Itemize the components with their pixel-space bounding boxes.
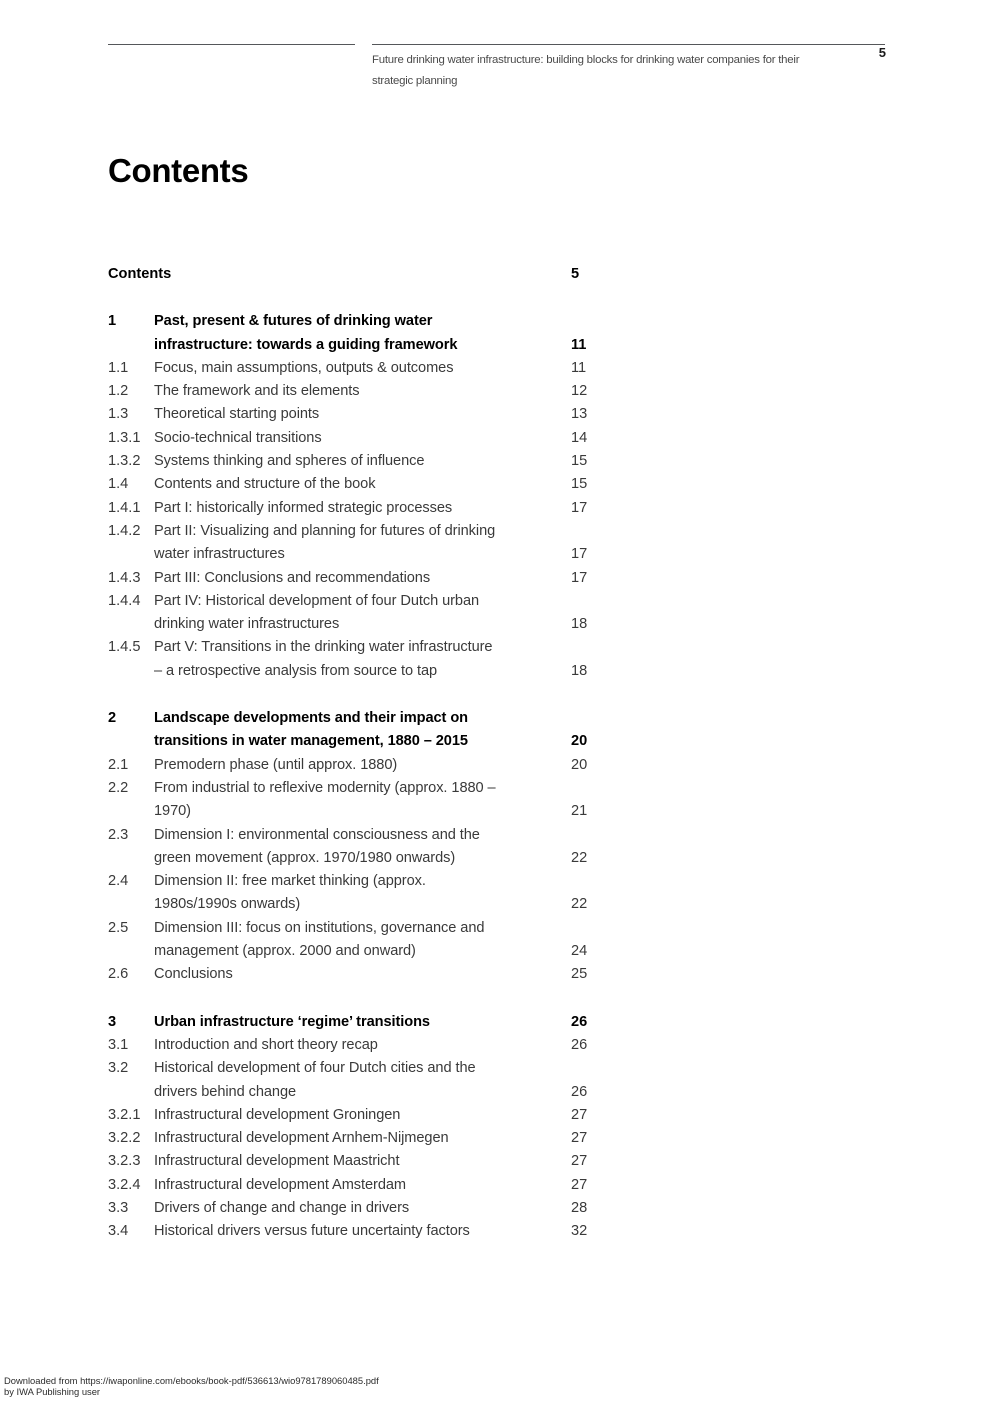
toc-entry-number: 2.1 <box>108 756 129 773</box>
toc-entry-label-line: Conclusions <box>154 966 233 983</box>
toc-entry[interactable] <box>108 1057 628 1104</box>
header-rule-left <box>108 44 355 45</box>
toc-entry-label <box>154 870 571 917</box>
header-rule-right <box>372 44 885 45</box>
toc-entry[interactable] <box>108 450 628 473</box>
toc-entry-page-number: 18 <box>571 616 588 633</box>
toc-entry-label-line: Introduction and short theory recap <box>154 1036 378 1053</box>
toc-entry[interactable] <box>108 917 628 964</box>
toc-entry-page-number: 14 <box>571 429 588 446</box>
toc-entry-label-line: Premodern phase (until approx. 1880) <box>154 756 398 773</box>
toc-entry-page-number: 26 <box>571 1013 588 1030</box>
toc-entry-number: 3.2.4 <box>108 1176 141 1193</box>
toc-entry[interactable] <box>108 707 628 754</box>
toc-entry-label <box>154 754 571 777</box>
toc-entry-page-number: 20 <box>571 733 588 750</box>
toc-group <box>108 310 628 683</box>
toc-entry-page-number: 12 <box>571 383 588 400</box>
toc-entry[interactable] <box>108 263 628 286</box>
toc-group-spacer <box>108 286 628 310</box>
toc-entry-page-number: 27 <box>571 1106 588 1123</box>
toc-entry-label-line: 1970) <box>154 803 191 820</box>
toc-entry-number: 3.2 <box>108 1060 129 1077</box>
toc-entry-label-line: Part IV: Historical development of four Dutch urban <box>154 592 480 609</box>
toc-entry-label-line: Historical development of four Dutch cities and the <box>154 1060 476 1077</box>
toc-entry[interactable] <box>108 473 628 496</box>
toc-entry-page-number: 18 <box>571 662 588 679</box>
toc-entry-label-line: Part V: Transitions in the drinking water infrastructure <box>154 639 493 656</box>
toc-entry-label-line: Urban infrastructure ‘regime’ transitions <box>154 1013 430 1030</box>
toc-entry-page-number: 27 <box>571 1130 588 1147</box>
toc-entry[interactable] <box>108 520 628 567</box>
toc-entry[interactable] <box>108 636 628 683</box>
toc-entry-number: 1 <box>108 313 117 330</box>
toc-entry-label-line: Part III: Conclusions and recommendations <box>154 569 431 586</box>
toc-entry-label-line: Historical drivers versus future uncertainty factors <box>154 1223 470 1240</box>
toc-entry-number: 3.1 <box>108 1036 129 1053</box>
toc-entry-label <box>154 1057 571 1104</box>
toc-entry-label-line: Focus, main assumptions, outputs & outcomes <box>154 359 454 376</box>
toc-entry-page-number: 21 <box>571 803 588 820</box>
toc-entry-number: 3.2.3 <box>108 1153 141 1170</box>
toc-entry-page-number: 20 <box>571 756 588 773</box>
header-page-number: 5 <box>878 45 886 60</box>
toc-entry[interactable] <box>108 310 628 357</box>
toc-entry-label-line: Systems thinking and spheres of influence <box>154 453 425 470</box>
toc-entry[interactable] <box>108 357 628 380</box>
toc-entry-page-number: 28 <box>571 1199 588 1216</box>
toc-entry-label <box>154 403 571 426</box>
toc-entry-label-line: green movement (approx. 1970/1980 onwards) <box>154 849 456 866</box>
toc-entry[interactable] <box>108 403 628 426</box>
toc-entry-label-line: drinking water infrastructures <box>154 616 340 633</box>
toc-entry[interactable] <box>108 1127 628 1150</box>
toc-entry-label <box>154 1150 571 1173</box>
toc-entry-page-number: 17 <box>571 569 588 586</box>
toc-entry-label <box>154 357 571 380</box>
toc-entry-number: 2.5 <box>108 919 129 936</box>
toc-entry-number: 1.3.2 <box>108 453 141 470</box>
toc-entry-label <box>154 1174 571 1197</box>
toc-entry-number: 3.4 <box>108 1223 129 1240</box>
toc-entry-label <box>154 824 571 871</box>
toc-entry-page-number: 22 <box>571 896 588 913</box>
toc-entry-number: 3.2.2 <box>108 1130 141 1147</box>
toc-group-spacer <box>108 683 628 707</box>
toc-entry-number: 1.4.5 <box>108 639 141 656</box>
toc-entry-number: 1.4.1 <box>108 499 141 516</box>
toc-group-spacer <box>108 987 628 1011</box>
toc-entry-label-line: Socio-technical transitions <box>154 429 322 446</box>
toc-entry-label-line: Past, present & futures of drinking water <box>154 313 433 330</box>
toc-entry-label-line: The framework and its elements <box>154 383 360 400</box>
toc-entry-label-line: 1980s/1990s onwards) <box>154 896 301 913</box>
toc-entry-label-line: Infrastructural development Arnhem-Nijmegen <box>154 1130 449 1147</box>
toc-entry-page-number: 11 <box>571 359 587 376</box>
toc-entry[interactable] <box>108 1150 628 1173</box>
toc-entry-number: 2.3 <box>108 826 129 843</box>
toc-entry-number: 1.3.1 <box>108 429 141 446</box>
toc-entry-label-line: Dimension I: environmental consciousness and the <box>154 826 480 843</box>
toc-entry-label <box>154 777 571 824</box>
toc-entry[interactable] <box>108 497 628 520</box>
toc-entry-label <box>154 1197 571 1220</box>
download-stamp <box>4 1376 379 1397</box>
toc-entry-label <box>154 1220 571 1243</box>
toc-entry-label <box>154 497 571 520</box>
toc-entry-number: 1.4.2 <box>108 522 141 539</box>
toc-entry[interactable] <box>108 1220 628 1243</box>
toc-entry-number: 2.4 <box>108 873 129 890</box>
toc-entry-page-number: 13 <box>571 406 588 423</box>
toc-entry[interactable] <box>108 824 628 871</box>
toc-entry[interactable] <box>108 777 628 824</box>
page-title: Contents <box>108 152 249 189</box>
toc-entry-number: 2 <box>108 710 117 727</box>
running-header <box>0 0 992 120</box>
toc-entry-label-line: Dimension II: free market thinking (approx. <box>154 873 426 890</box>
toc-entry-label-line: Drivers of change and change in drivers <box>154 1199 410 1216</box>
toc-entry-label <box>154 427 571 450</box>
toc-entry[interactable] <box>108 427 628 450</box>
toc-entry-label <box>154 1127 571 1150</box>
toc-entry-label-line: From industrial to reflexive modernity (approx. 1880 – <box>154 779 496 796</box>
toc-group <box>108 1011 628 1244</box>
toc-entry[interactable] <box>108 1174 628 1197</box>
toc-entry-page-number: 11 <box>571 336 587 353</box>
toc-entry-page-number: 27 <box>571 1153 588 1170</box>
toc-entry-number: 2.2 <box>108 779 129 796</box>
download-stamp-line-2: by IWA Publishing user <box>4 1385 101 1397</box>
toc-entry-page-number: 26 <box>571 1083 588 1100</box>
toc-entry-label <box>154 917 571 964</box>
toc-entry-label <box>154 1034 571 1057</box>
toc-entry-label <box>154 1104 571 1127</box>
toc-entry-page-number: 25 <box>571 966 588 983</box>
toc-entry-page-number: 22 <box>571 849 588 866</box>
toc-entry-label <box>154 380 571 403</box>
toc-entry-label-line: infrastructure: towards a guiding framework <box>154 336 458 353</box>
toc-entry[interactable] <box>108 754 628 777</box>
toc-entry-number: Contents <box>108 266 172 282</box>
toc-entry-label-line: Infrastructural development Groningen <box>154 1106 401 1123</box>
toc-entry-label <box>154 473 571 496</box>
toc-entry-label <box>154 590 571 637</box>
toc-entry-label-line: management (approx. 2000 and onward) <box>154 943 416 960</box>
toc-entry-number: 1.1 <box>108 359 129 376</box>
toc-entry-page-number: 27 <box>571 1176 588 1193</box>
toc-entry-number: 3 <box>108 1013 117 1030</box>
toc-entry-label-line: Part II: Visualizing and planning for futures of drinking <box>154 522 496 539</box>
toc-entry[interactable] <box>108 590 628 637</box>
toc-entry-page-number: 24 <box>571 943 588 960</box>
toc-entry-number: 1.4 <box>108 476 129 493</box>
toc-entry-label-line: Landscape developments and their impact on <box>154 710 469 727</box>
toc-entry[interactable] <box>108 1011 628 1034</box>
toc-entry-label-line: drivers behind change <box>154 1083 297 1100</box>
toc-entry-page-number: 15 <box>571 453 588 470</box>
toc-entry-number: 3.3 <box>108 1199 129 1216</box>
toc-entry-label-line: – a retrospective analysis from source to tap <box>154 662 438 679</box>
toc-entry-page-number: 26 <box>571 1036 588 1053</box>
toc-entry-page-number: 15 <box>571 476 588 493</box>
toc-entry-number: 1.4.3 <box>108 569 141 586</box>
toc-entry-label <box>154 450 571 473</box>
toc-group <box>108 263 628 286</box>
toc-entry-page-number: 17 <box>571 546 588 563</box>
toc-entry-label <box>154 520 571 567</box>
toc-entry-number: 1.4.4 <box>108 592 141 609</box>
toc-group <box>108 707 628 987</box>
toc-entry-label-line: Part I: historically informed strategic processes <box>154 499 453 516</box>
toc-entry-number: 1.2 <box>108 383 129 400</box>
toc-entry-label-line: Contents and structure of the book <box>154 476 376 493</box>
toc-entry-page-number: 5 <box>571 266 580 282</box>
toc-entry[interactable] <box>108 567 628 590</box>
toc-entry[interactable] <box>108 1034 628 1057</box>
toc-entry-page-number: 17 <box>571 499 588 516</box>
toc-entry-label-line: Infrastructural development Maastricht <box>154 1153 400 1170</box>
toc-entry[interactable] <box>108 1104 628 1127</box>
toc-entry-number: 2.6 <box>108 966 129 983</box>
toc-entry-label <box>154 707 571 754</box>
toc-entry-number: 3.2.1 <box>108 1106 141 1123</box>
toc-entry[interactable] <box>108 1197 628 1220</box>
toc-entry-label <box>154 963 571 986</box>
toc-entry-label <box>154 567 571 590</box>
toc-entry-label <box>154 1011 571 1034</box>
download-stamp-line-1: Downloaded from https://iwaponline.com/ebooks/book-pdf/536613/wio9781789060485.pdf <box>4 1375 379 1386</box>
toc-entry-label <box>154 636 571 683</box>
toc-entry[interactable] <box>108 963 628 986</box>
header-book-title: Future drinking water infrastructure: building blocks for drinking water companies for their strategic planning <box>372 54 800 87</box>
toc-entry-label <box>154 310 571 357</box>
toc-entry-label-line: Dimension III: focus on institutions, governance and <box>154 919 485 936</box>
toc-entry[interactable] <box>108 870 628 917</box>
toc-entry-label-line: water infrastructures <box>154 546 285 563</box>
toc-entry-page-number: 32 <box>571 1223 588 1240</box>
toc-entry-label-line: transitions in water management, 1880 – 2015 <box>154 733 468 750</box>
toc-entry-label-line: Infrastructural development Amsterdam <box>154 1176 406 1193</box>
table-of-contents <box>108 263 628 1244</box>
toc-entry-label-line: Theoretical starting points <box>154 406 320 423</box>
toc-entry[interactable] <box>108 380 628 403</box>
toc-entry-number: 1.3 <box>108 406 129 423</box>
